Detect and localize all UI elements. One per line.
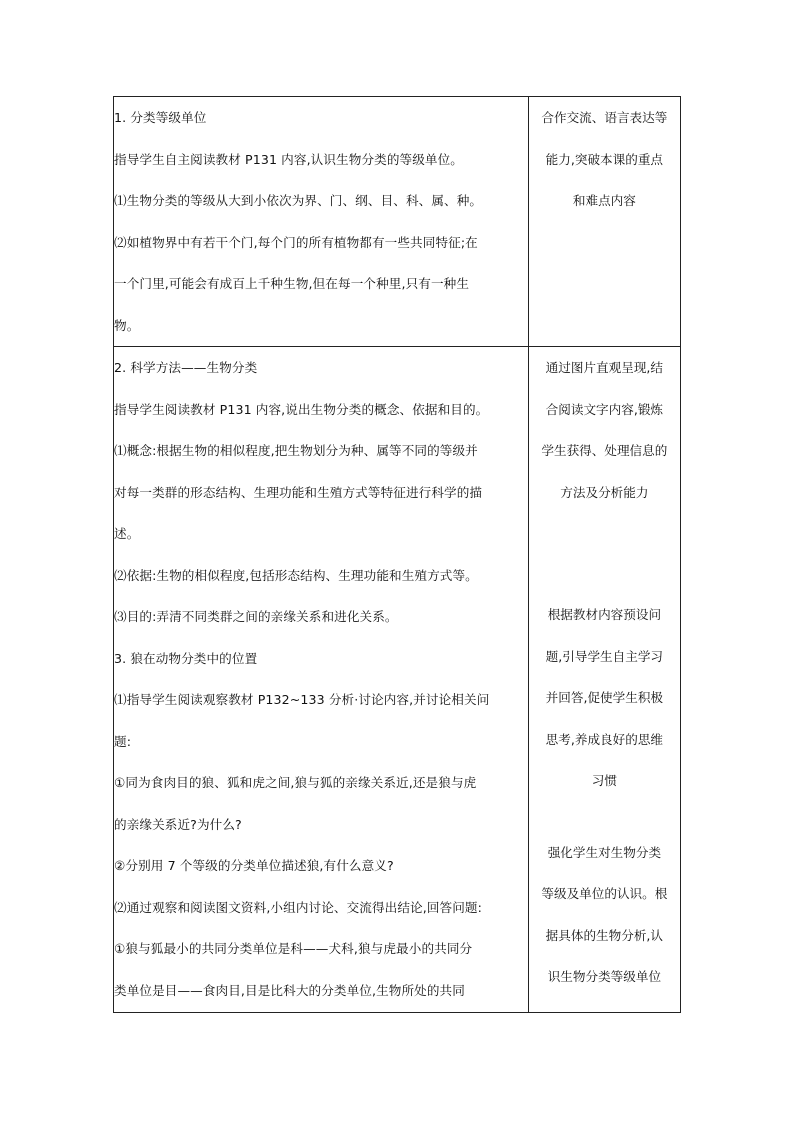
note-line: 方法及分析能力 — [560, 484, 649, 500]
note-line: 通过图片直观呈现,结 — [545, 360, 664, 375]
lesson-plan-table — [113, 96, 681, 1013]
note-line: 合作交流、语言表达等 — [541, 110, 668, 125]
table-row — [114, 97, 681, 347]
paragraph: 指导学生阅读教材 P131 内容,说出生物分类的概念、依据和目的。 — [114, 401, 489, 417]
section-heading: 2. 科学方法——生物分类 — [114, 360, 258, 375]
paragraph: ②分别用 7 个等级的分类单位描述狼,有什么意义? — [114, 858, 394, 873]
section-heading: 3. 狼在动物分类中的位置 — [114, 650, 258, 666]
note-line: 等级及单位的认识。根 — [541, 886, 668, 901]
paragraph: ⑴生物分类的等级从大到小依次为界、门、纲、目、科、属、种。 — [114, 193, 483, 208]
paragraph: 类单位是目——食肉目,目是比科大的分类单位,生物所处的共同 — [114, 982, 465, 998]
design-intent-cell — [528, 97, 680, 347]
note-line: 根据教材内容预设问 — [547, 607, 662, 622]
paragraph: 题: — [114, 733, 132, 749]
note-line: 学生获得、处理信息的 — [541, 443, 668, 458]
note-line: 合阅读文字内容,锻炼 — [545, 401, 664, 417]
note-line: 习惯 — [591, 773, 617, 788]
note-line: 和难点内容 — [572, 193, 636, 208]
paragraph: ⑵依据:生物的相似程度,包括形态结构、生理功能和生殖方式等。 — [114, 567, 478, 583]
section-heading: 1. 分类等级单位 — [114, 110, 207, 125]
note-line: 强化学生对生物分类 — [547, 844, 662, 860]
paragraph: ⑵如植物界中有若干个门,每个门的所有植物都有一些共同特征;在 — [114, 234, 478, 250]
paragraph: ⑴指导学生阅读观察教材 P132~133 分析·讨论内容,并讨论相关问 — [114, 692, 490, 707]
paragraph: 指导学生自主阅读教材 P131 内容,认识生物分类的等级单位。 — [114, 151, 463, 167]
paragraph: 一个门里,可能会有成百上千种生物,但在每一个种里,只有一种生 — [114, 276, 470, 291]
paragraph: ⑵通过观察和阅读图文资料,小组内讨论、交流得出结论,回答问题: — [114, 899, 482, 915]
paragraph: ①同为食肉目的狼、狐和虎之间,狼与狐的亲缘关系近,还是狼与虎 — [114, 775, 477, 790]
note-line: 题,引导学生自主学习 — [545, 648, 664, 664]
paragraph: 物。 — [114, 317, 140, 333]
design-intent-cell — [528, 347, 680, 1013]
paragraph: ⑴概念:根据生物的相似程度,把生物划分为种、属等不同的等级并 — [114, 443, 478, 458]
content-cell — [114, 97, 529, 347]
content-cell — [114, 347, 529, 1013]
note-line: 识生物分类等级单位 — [547, 969, 662, 984]
paragraph: 述。 — [114, 526, 140, 541]
spacer — [529, 802, 680, 832]
paragraph: 的亲缘关系近?为什么? — [114, 816, 242, 832]
paragraph: ①狼与狐最小的共同分类单位是科——犬科,狼与虎最小的共同分 — [114, 941, 473, 956]
note-line: 能力,突破本课的重点 — [545, 151, 664, 167]
spacer — [529, 513, 680, 594]
note-line: 思考,养成良好的思维 — [545, 731, 664, 747]
note-line: 据具体的生物分析,认 — [545, 927, 664, 943]
paragraph: ⑶目的:弄清不同类群之间的亲缘关系和进化关系。 — [114, 609, 398, 624]
table-row — [114, 347, 681, 1013]
paragraph: 对每一类群的形态结构、生理功能和生殖方式等特征进行科学的描 — [114, 484, 483, 500]
note-line: 并回答,促使学生积极 — [545, 690, 664, 705]
